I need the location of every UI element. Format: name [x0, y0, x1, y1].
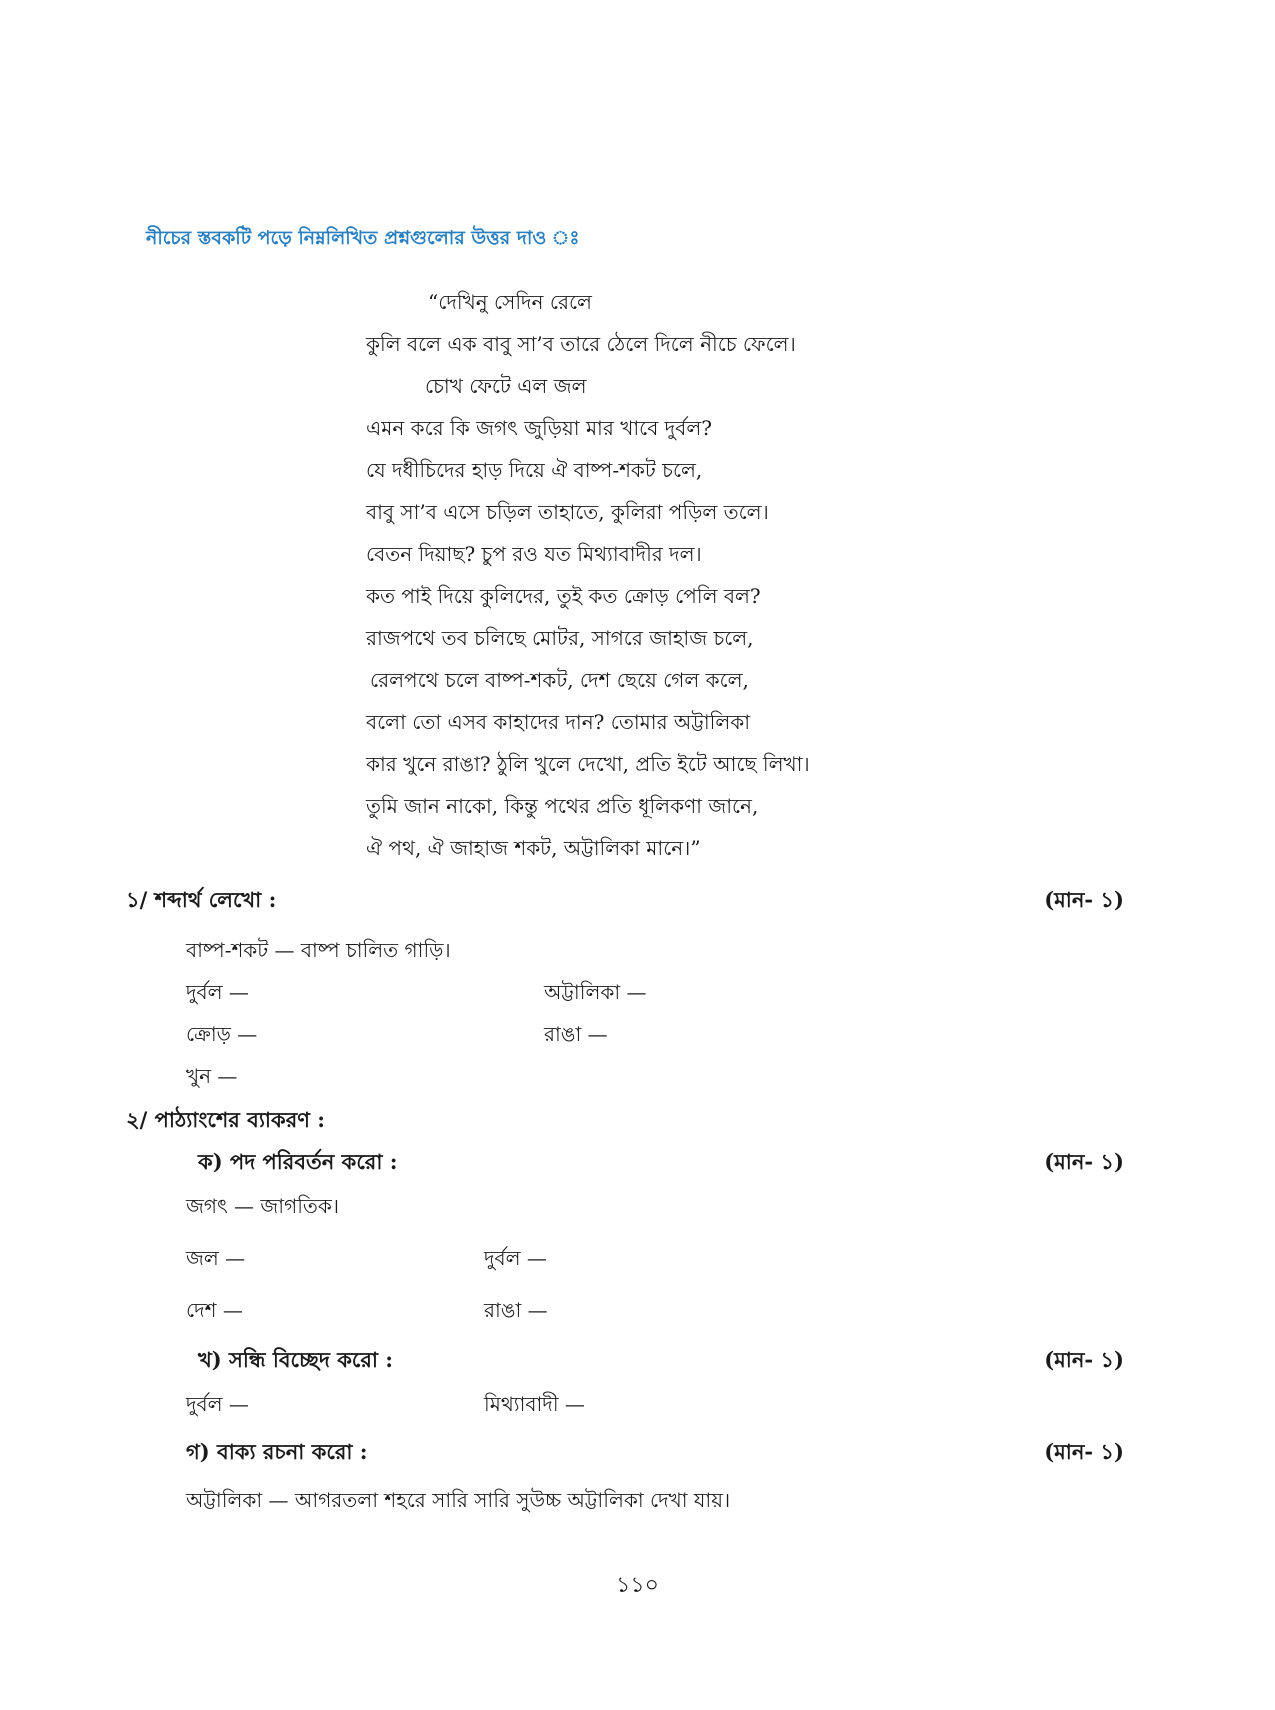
q2b-marks: (মান- ১): [1044, 1347, 1124, 1372]
q2c-example: অট্টালিকা — আগরতলা শহরে সারি সারি সুউচ্চ অট্টালিকা দেখা যায়।: [186, 1488, 731, 1512]
q1-example: বাষ্প-শকট — বাষ্প চালিত গাড়ি।: [186, 938, 451, 962]
q1-item: ক্রোড় —: [186, 1022, 258, 1046]
q1-item: খুন —: [186, 1064, 238, 1088]
poem-line: “দেখিনু সেদিন রেলে: [428, 290, 592, 314]
q2b-item: দুর্বল —: [186, 1392, 249, 1416]
q1-heading: ১/ শব্দার্থ লেখো :: [126, 887, 277, 912]
poem-line: রাজপথে তব চলিছে মোটর, সাগরে জাহাজ চলে,: [366, 626, 754, 650]
poem-line: রেলপথে চলে বাষ্প-শকট, দেশ ছেয়ে গেল কলে,: [370, 668, 749, 692]
poem-line: বাবু সা’ব এসে চড়িল তাহাতে, কুলিরা পড়িল তলে।: [366, 500, 769, 524]
q2a-item: জল —: [186, 1246, 246, 1270]
q1-item: অট্টালিকা —: [544, 980, 647, 1004]
q1-item: দুর্বল —: [186, 980, 249, 1004]
poem-line: এমন করে কি জগৎ জুড়িয়া মার খাবে দুর্বল?: [366, 416, 712, 440]
poem-line: তুমি জান নাকো, কিন্তু পথের প্রতি ধূলিকণা জানে,: [366, 794, 759, 818]
poem-line: বলো তো এসব কাহাদের দান? তোমার অট্টালিকা: [366, 710, 751, 734]
poem-line: বেতন দিয়াছ? চুপ রও যত মিথ্যাবাদীর দল।: [366, 542, 702, 566]
q2a-item: দেশ —: [186, 1298, 243, 1322]
q1-item: রাঙা —: [544, 1022, 608, 1046]
poem-line: চোখ ফেটে এল জল: [425, 374, 587, 398]
poem-line: কার খুনে রাঙা? ঠুলি খুলে দেখো, প্রতি ইটে আছে লিখা।: [366, 752, 810, 776]
poem-line: ঐ পথ, ঐ জাহাজ শকট, অট্টালিকা মানে।”: [366, 836, 701, 860]
q2-heading: ২/ পাঠ্যাংশের ব্যাকরণ :: [126, 1107, 326, 1132]
q2c-heading: গ) বাক্য রচনা করো :: [186, 1439, 368, 1464]
q2a-heading: ক) পদ পরিবর্তন করো :: [198, 1149, 398, 1174]
instruction: নীচের স্তবকটি পড়ে নিম্নলিখিত প্রশ্নগুলোর উত্তর দাও ঃ: [146, 227, 580, 249]
poem-line: কুলি বলে এক বাবু সা’ব তারে ঠেলে দিলে নীচে ফেলে।: [366, 332, 796, 356]
q2a-item: রাঙা —: [484, 1298, 548, 1322]
q2a-example: জগৎ — জাগতিক।: [186, 1194, 340, 1218]
page-number: ১১০: [616, 1573, 659, 1598]
q2a-marks: (মান- ১): [1044, 1149, 1124, 1174]
q2c-marks: (মান- ১): [1044, 1439, 1124, 1464]
poem-line: কত পাই দিয়ে কুলিদের, তুই কত ক্রোড় পেলি বল?: [366, 584, 761, 608]
q2a-item: দুর্বল —: [484, 1246, 547, 1270]
q2b-item: মিথ্যাবাদী —: [484, 1392, 585, 1416]
q1-marks: (মান- ১): [1044, 887, 1124, 912]
poem-line: যে দধীচিদের হাড় দিয়ে ঐ বাষ্প-শকট চলে,: [366, 458, 703, 482]
q2b-heading: খ) সন্ধি বিচ্ছেদ করো :: [198, 1347, 394, 1372]
